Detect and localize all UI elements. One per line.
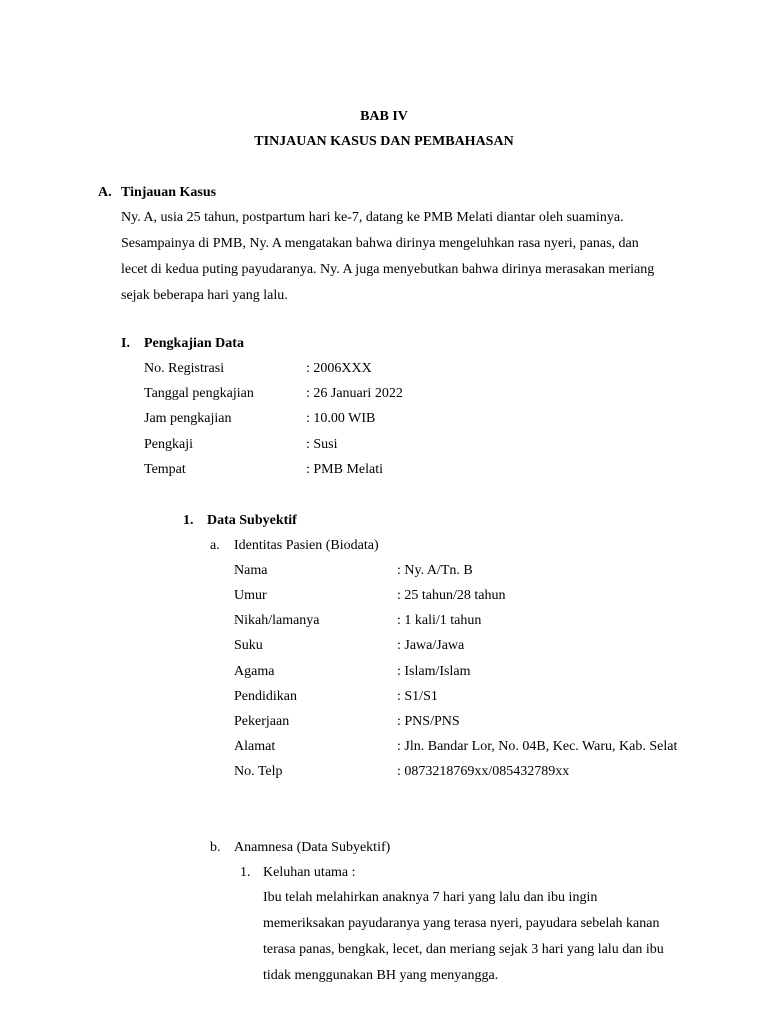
item-b-marker: b. — [210, 840, 221, 855]
section-i-heading: Pengkajian Data — [144, 336, 244, 351]
chapter-title: TINJAUAN KASUS DAN PEMBAHASAN — [254, 134, 514, 149]
biodata-value: : PNS/PNS — [397, 714, 460, 729]
biodata-value: : Islam/Islam — [397, 664, 471, 679]
paragraph-line: lecet di kedua puting payudaranya. Ny. A juga menyebutkan bahwa dirinya merasakan meriang — [121, 262, 655, 277]
field-value: : Susi — [306, 437, 338, 452]
item-b-heading: Anamnesa (Data Subyektif) — [234, 840, 391, 855]
biodata-label: Agama — [234, 664, 275, 679]
field-value: : 10.00 WIB — [306, 411, 376, 426]
biodata-label: Nikah/lamanya — [234, 613, 320, 628]
biodata-value: : 0873218769xx/085432789xx — [397, 764, 570, 779]
item-a-marker: a. — [210, 538, 220, 553]
paragraph-line: memeriksakan payudaranya yang terasa nyeri, payudara sebelah kanan — [263, 916, 660, 931]
field-label: Jam pengkajian — [144, 411, 232, 426]
biodata-label: Suku — [234, 638, 263, 653]
keluhan-marker: 1. — [240, 865, 251, 880]
biodata-label: Pekerjaan — [234, 714, 290, 729]
biodata-label: Alamat — [234, 739, 276, 754]
section-a-marker: A. — [98, 185, 112, 200]
biodata-value: : S1/S1 — [397, 689, 438, 704]
biodata-label: Umur — [234, 588, 267, 603]
keluhan-paragraph — [263, 885, 664, 989]
item-a-heading: Identitas Pasien (Biodata) — [234, 538, 379, 553]
subsection-1-marker: 1. — [183, 513, 194, 528]
field-label: Pengkaji — [144, 437, 193, 452]
paragraph-line: Sesampainya di PMB, Ny. A mengatakan bahwa dirinya mengeluhkan rasa nyeri, panas, dan — [121, 236, 639, 251]
paragraph-line: terasa panas, bengkak, lecet, dan meriang sejak 3 hari yang lalu dan ibu — [263, 942, 664, 957]
paragraph-line: Ny. A, usia 25 tahun, postpartum hari ke-7, datang ke PMB Melati diantar oleh suaminya. — [121, 210, 624, 225]
biodata-value: : Jawa/Jawa — [397, 638, 465, 653]
biodata-label: Nama — [234, 563, 268, 578]
paragraph-line: sejak beberapa hari yang lalu. — [121, 288, 288, 303]
field-label: Tanggal pengkajian — [144, 386, 254, 401]
field-value: : PMB Melati — [306, 462, 384, 477]
biodata-value: : 1 kali/1 tahun — [397, 613, 482, 628]
paragraph-line: tidak menggunakan BH yang menyangga. — [263, 968, 499, 983]
biodata-value: : Jln. Bandar Lor, No. 04B, Kec. Waru, Kab. Selat — [397, 739, 678, 754]
chapter-label: BAB IV — [360, 109, 408, 124]
section-i-marker: I. — [121, 336, 130, 351]
biodata-label: No. Telp — [234, 764, 283, 779]
paragraph-line: Ibu telah melahirkan anaknya 7 hari yang lalu dan ibu ingin — [263, 890, 598, 905]
keluhan-heading: Keluhan utama : — [263, 865, 356, 880]
biodata-label: Pendidikan — [234, 689, 297, 704]
field-label: No. Registrasi — [144, 361, 225, 376]
field-label: Tempat — [144, 462, 186, 477]
field-value: : 26 Januari 2022 — [306, 386, 403, 401]
field-value: : 2006XXX — [306, 361, 372, 376]
section-a-paragraph — [121, 205, 654, 309]
section-a-heading: Tinjauan Kasus — [121, 185, 217, 200]
biodata-value: : 25 tahun/28 tahun — [397, 588, 506, 603]
subsection-1-heading: Data Subyektif — [207, 513, 297, 528]
biodata-value: : Ny. A/Tn. B — [397, 563, 473, 578]
